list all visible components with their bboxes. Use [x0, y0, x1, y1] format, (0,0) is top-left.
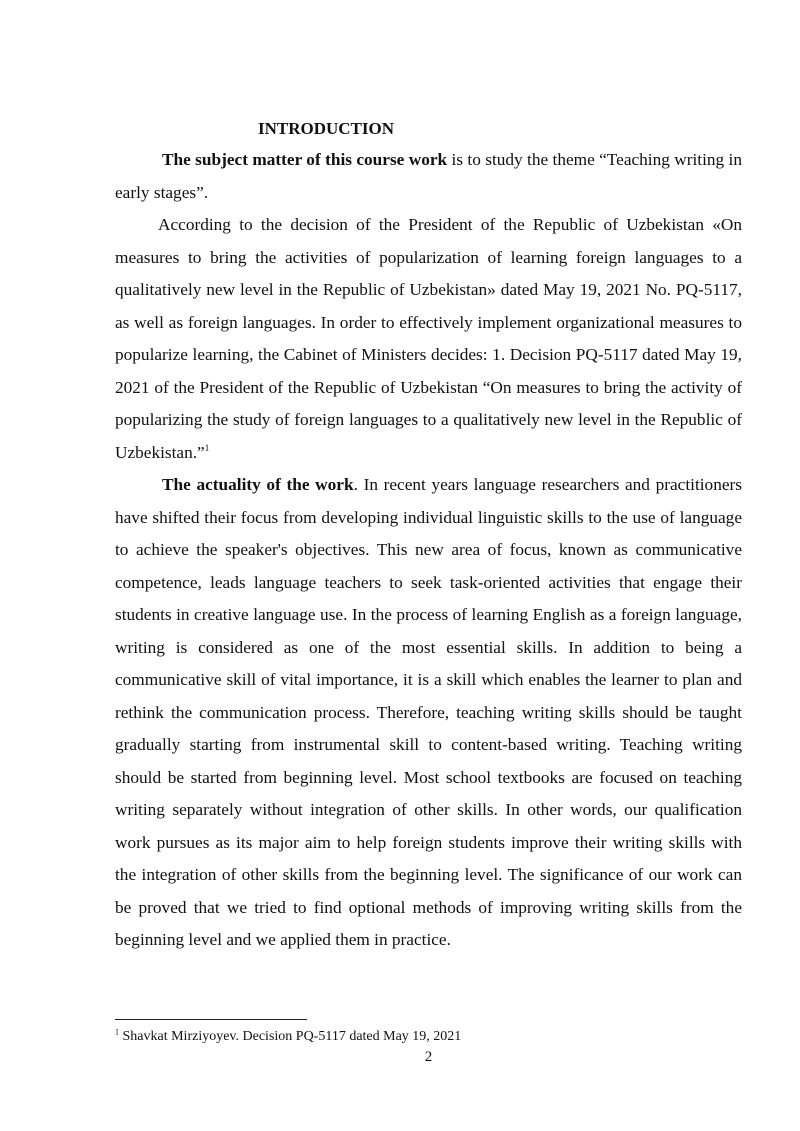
paragraph-bold-lead: The subject matter of this course work: [162, 150, 448, 169]
footnote: [115, 1028, 461, 1046]
footnote-separator: [115, 1019, 307, 1020]
footnote-marker: 1: [115, 1027, 119, 1037]
paragraph-text: According to the decision of the President of the Republic of Uzbekistan «On measures to bring the activities of popularization of learning foreign languages to a qualitatively new level in the Republic of Uzbekistan» dated May 19, 2021 No. PQ-5117, as well as foreign languages. In order to effectively implement organizational measures to popularize learning, the Cabinet of Ministers decides: 1. Decision PQ-5117 dated May 19, 2021 of the President of the Republic of Uzbekistan “On measures to bring the activity of popularizing the study of foreign languages to a qualitatively new level in the Republic of Uzbekistan.”: [115, 215, 742, 462]
paragraph-text: is to study the theme “Teaching writing in early stages”.: [115, 150, 743, 202]
page-number: 2: [424, 1049, 433, 1065]
paragraph-text: . In recent years language researchers and practitioners have shifted their focus from developing individual linguistic skills to the use of language to achieve the speaker's objectives. This new area of focus, known as communicative competence, leads language teachers to seek task-oriented activities that engage their students in creative language use. In the process of learning English as a foreign language, writing is considered as one of the most essential skills. In addition to being a communicative skill of vital importance, it is a skill which enables the learner to plan and rethink the communication process. Therefore, teaching writing skills should be taught gradually starting from instrumental skill to content-based writing. Teaching writing should be started from beginning level. Most school textbooks are focused on teaching writing separately without integration of other skills. In other words, our qualification work pursues as its major aim to help foreign students improve their writing skills with the integration of other skills from the beginning level. The significance of our work can be proved that we tried to find optional methods of improving writing skills from the beginning level and we applied them in practice.: [115, 475, 742, 949]
page-heading: INTRODUCTION: [258, 119, 395, 138]
paragraph-bold-lead: The actuality of the work: [162, 475, 354, 494]
footnote-reference[interactable]: 1: [204, 442, 210, 453]
footnote-text: Shavkat Mirziyoyev. Decision PQ-5117 dated May 19, 2021: [119, 1029, 462, 1044]
paragraph-subject-matter: [115, 144, 742, 209]
paragraph-presidential-decision: [115, 209, 742, 469]
paragraph-actuality: [115, 469, 742, 957]
